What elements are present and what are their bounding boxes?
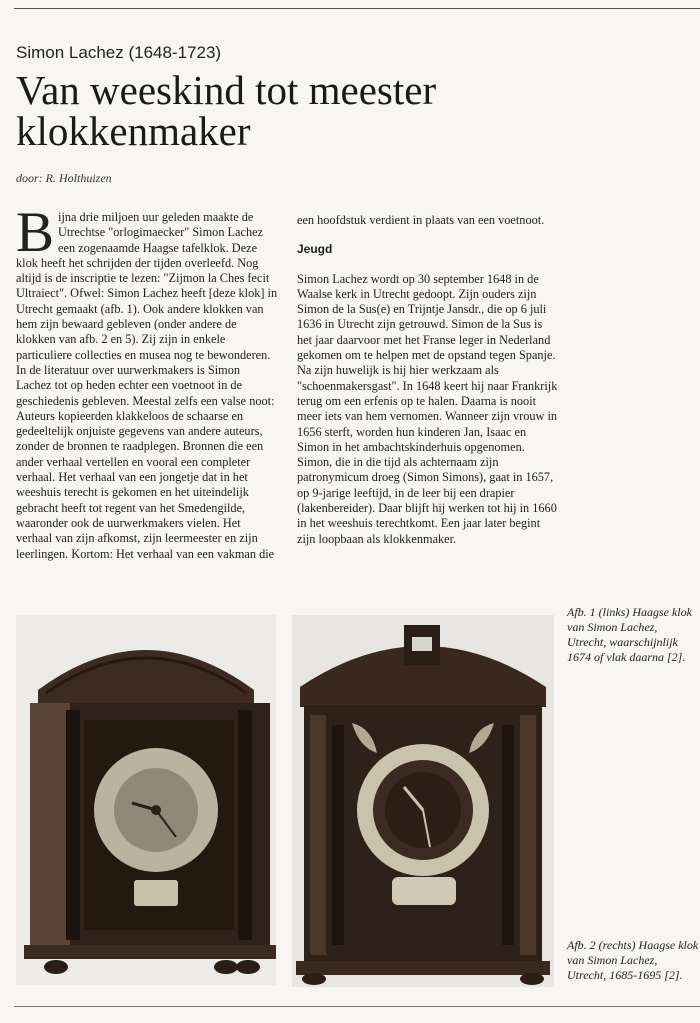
section-heading-jeugd: Jeugd	[297, 242, 333, 257]
literature-paragraph: In de literatuur over uurwerkmakers is Simon Lachez tot op heden echter een voetnoot in de geschiedenis gebleven. Meestal zelfs een valse noot: Auteurs kopieerden klakkeloos de schaarse en gedeeltelijk onjuiste gegevens van andere auteurs, zonder de bronnen te raadplegen. Bronnen die een ander verhaal vertellen en vooral een completer verhaal. Het verhaal van een jongetje dat in het weeshuis terecht is gekomen en het uiteindelijk gebracht heeft tot regent van het Smedengilde, waaronder ook de uurwerkmakers vielen. Het verhaal van zijn afkomst, zijn leermeester en zijn leerlingen. Kortom: Het verhaal van een vakman die	[16, 362, 275, 561]
column-right	[297, 213, 559, 547]
clock-photo-afb1	[16, 615, 276, 985]
article-kicker: Simon Lachez (1648-1723)	[16, 43, 222, 62]
clock-photo-afb2	[292, 615, 554, 987]
top-rule	[14, 8, 700, 9]
clock-illustration-1	[16, 615, 276, 985]
intro-text: ijna drie miljoen uur geleden maakte de Utrechtse "orlogimaecker" Simon Lachez een zogenaamde Haagse tafelklok. Deze klok heeft het schrijden der tijden overleefd. Nog altijd is de inscriptie te lezen: "Zijmon la Ches fecit Ultraiect". Ofwel: Simon Lachez heeft [deze klok] in Utrecht gemaakt (afb. 1). Ook andere klokken van hem zijn bewaard gebleven (onder andere de klokken van afb. 2 en 5). Zij zijn in enkele particuliere collecties en musea nog te bewonderen.	[16, 210, 278, 362]
column-left	[16, 201, 278, 562]
intro-paragraph	[16, 201, 278, 363]
clock-illustration-2	[292, 615, 554, 987]
continuation-paragraph: een hoofdstuk verdient in plaats van een voetnoot.	[297, 213, 545, 227]
bottom-rule	[14, 1006, 700, 1007]
jeugd-paragraph: Simon Lachez wordt op 30 september 1648 in de Waalse kerk in Utrecht gedoopt. Zijn ouders zijn Simon de la Sus(e) en Trijntje Jansdr., die op 6 juli 1636 in Utrecht zijn getrouwd. Simon de la Sus is het jaar daarvoor met het Franse leger in Nederland gekomen om te helpen met de opstand tegen Spanje. Na zijn huwelijk is hij hier werkzaam als "schoenmakersgast". In 1648 keert hij naar Frankrijk terug om een erfenis op te halen. Daarna is nooit meer iets van hem vernomen. Wanneer zijn vrouw in 1656 sterft, worden hun kinderen Jan, Isaac en Simon in het ambachtskinderhuis opgenomen. Simon, die in die tijd als achternaam zijn patronymicum droeg (Simon Simons), gaat in 1657, op 9-jarige leeftijd, in de leer bij een drapier (lakenbereider). Daar blijft hij werken tot hij in 1660 in het weeshuis terechtkomt. Een jaar later begint zijn loopbaan als klokkenmaker.	[297, 271, 558, 546]
article-title: Van weeskind tot meester klokkenmaker	[16, 67, 437, 154]
caption-afb2: Afb. 2 (rechts) Haagse klok van Simon Lachez, Utrecht, 1685-1695 [2].	[567, 938, 699, 982]
drop-cap: B	[16, 201, 55, 264]
caption-afb1: Afb. 1 (links) Haagse klok van Simon Lachez, Utrecht, waarschijnlijk 1674 of vlak daarna [2].	[567, 605, 692, 664]
article-byline: door: R. Holthuizen	[16, 171, 112, 185]
